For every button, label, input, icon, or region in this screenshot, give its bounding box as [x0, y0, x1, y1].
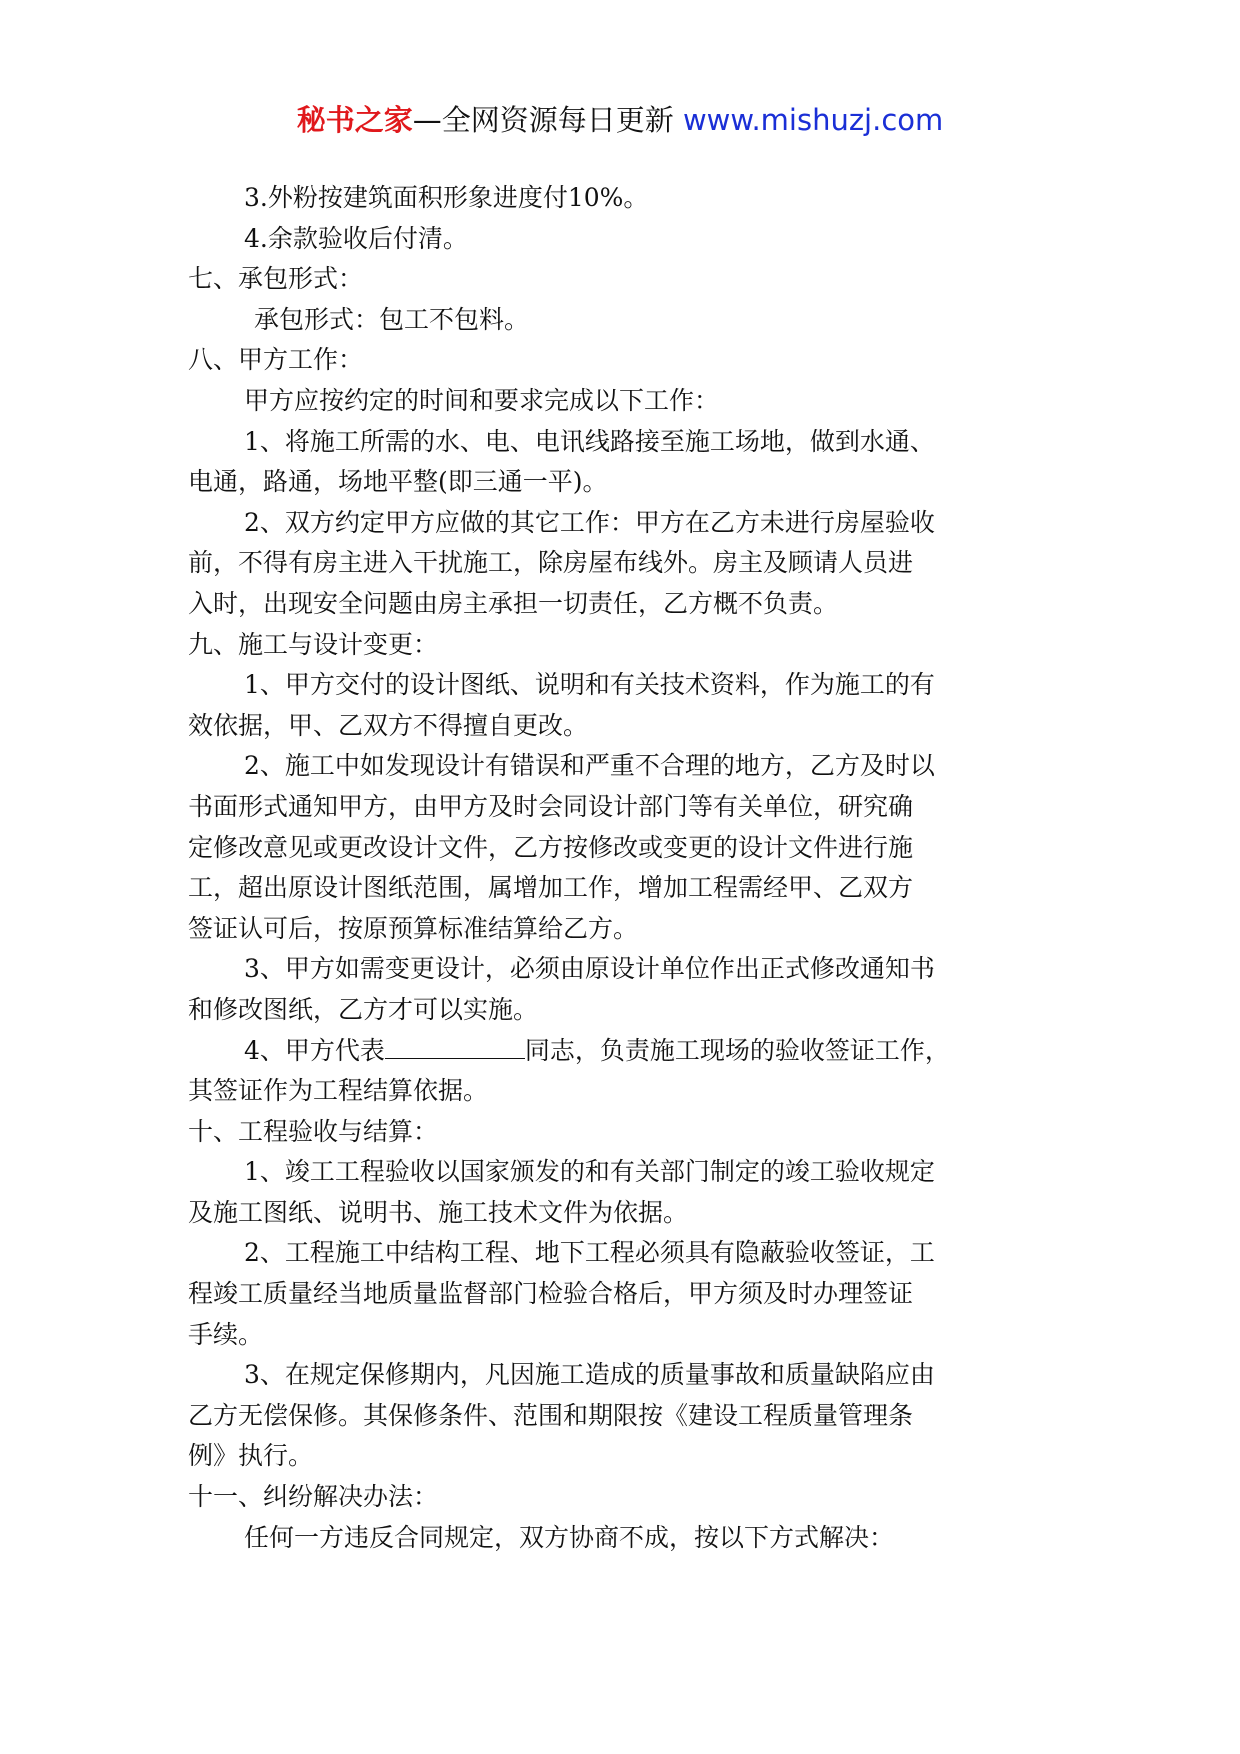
paragraph-line: 入时，出现安全问题由房主承担一切责任，乙方概不负责。	[188, 588, 839, 618]
paragraph-line: 手续。	[188, 1319, 264, 1349]
paragraph-line: 前，不得有房主进入干扰施工，除房屋布线外。房主及顾请人员进	[188, 548, 914, 578]
paragraph-line: 例》执行。	[188, 1441, 314, 1471]
paragraph-line: 乙方无偿保修。其保修条件、范围和期限按《建设工程质量管理条	[188, 1400, 914, 1430]
site-tagline: —全网资源每日更新	[412, 103, 674, 137]
paragraph-line: 2、工程施工中结构工程、地下工程必须具有隐蔽验收签证，工	[244, 1238, 935, 1268]
paragraph-line: 任何一方违反合同规定，双方协商不成，按以下方式解决：	[244, 1522, 895, 1552]
section-heading: 九、施工与设计变更：	[188, 629, 439, 659]
paragraph-line: 4.余款验收后付清。	[244, 223, 468, 253]
site-brand: 秘书之家	[296, 103, 413, 137]
site-header	[0, 100, 1240, 140]
paragraph-line: 书面形式通知甲方，由甲方及时会同设计部门等有关单位，研究确	[188, 791, 914, 821]
paragraph-line: 3、在规定保修期内，凡因施工造成的质量事故和质量缺陷应由	[244, 1360, 935, 1390]
paragraph-line: 3.外粉按建筑面积形象进度付10%。	[244, 183, 649, 212]
paragraph-line: 3、甲方如需变更设计，必须由原设计单位作出正式修改通知书	[244, 954, 935, 984]
paragraph-line: 甲方应按约定的时间和要求完成以下工作：	[244, 385, 720, 415]
representative-label: 4、甲方代表	[244, 1036, 385, 1066]
paragraph-line: 1、将施工所需的水、电、电讯线路接至施工场地，做到水通、	[244, 426, 935, 456]
section-heading: 七、承包形式：	[188, 264, 364, 294]
paragraph-line: 电通，路通，场地平整(即三通一平)。	[188, 467, 608, 497]
document-body	[188, 178, 1058, 1558]
paragraph-line: 1、甲方交付的设计图纸、说明和有关技术资料，作为施工的有	[244, 670, 935, 700]
site-url-link[interactable]: www.mishuzj.com	[682, 103, 944, 137]
paragraph-line	[188, 1030, 1058, 1071]
paragraph-line: 承包形式：包工不包料。	[254, 304, 530, 334]
paragraph-line: 及施工图纸、说明书、施工技术文件为依据。	[188, 1197, 689, 1227]
section-heading: 十一、纠纷解决办法：	[188, 1482, 439, 1511]
paragraph-line: 定修改意见或更改设计文件，乙方按修改或变更的设计文件进行施	[188, 832, 914, 862]
representative-duty-text: 同志，负责施工现场的验收签证工作，	[524, 1036, 950, 1066]
paragraph-line: 工，超出原设计图纸范围，属增加工作，增加工程需经甲、乙双方	[188, 873, 914, 903]
paragraph-line: 效依据，甲、乙双方不得擅自更改。	[188, 710, 589, 740]
paragraph-line: 2、施工中如发现设计有错误和严重不合理的地方，乙方及时以	[244, 751, 935, 781]
paragraph-line: 程竣工质量经当地质量监督部门检验合格后，甲方须及时办理签证	[188, 1279, 914, 1309]
section-heading: 八、甲方工作：	[188, 345, 364, 375]
paragraph-line: 和修改图纸，乙方才可以实施。	[188, 994, 539, 1024]
paragraph-line: 其签证作为工程结算依据。	[188, 1076, 489, 1106]
paragraph-line: 1、竣工工程验收以国家颁发的和有关部门制定的竣工验收规定	[244, 1157, 935, 1187]
representative-name-blank[interactable]	[385, 1030, 525, 1059]
paragraph-line: 2、双方约定甲方应做的其它工作：甲方在乙方未进行房屋验收	[244, 507, 935, 537]
section-heading: 十、工程验收与结算：	[188, 1116, 439, 1146]
paragraph-line: 签证认可后，按原预算标准结算给乙方。	[188, 913, 639, 943]
